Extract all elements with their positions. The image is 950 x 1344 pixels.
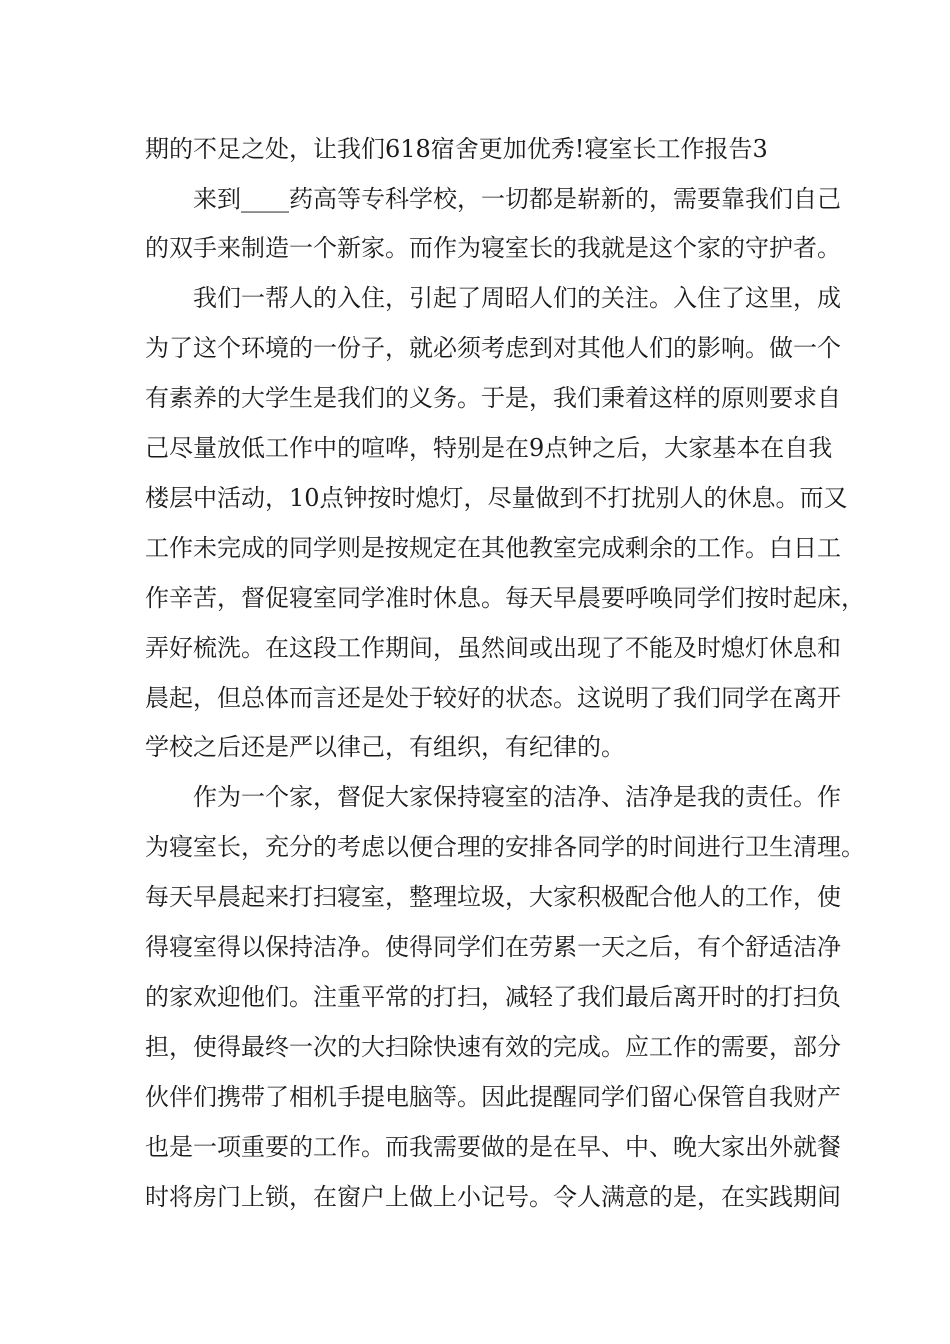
paragraph-2-line-10: 学校之后还是严以律己，有组织，有纪律的。 (145, 733, 625, 761)
paragraph-1-line-2: 的双手来制造一个新家。而作为寝室长的我就是这个家的守护者。 (145, 234, 841, 262)
paragraph-2-line-3: 有素养的大学生是我们的义务。于是，我们秉着这样的原则要求自 (145, 384, 841, 412)
paragraph-2-line-2: 为了这个环境的一份子，就必须考虑到对其他人们的影响。做一个 (145, 334, 841, 362)
paragraph-2-line-4: 己尽量放低工作中的喧哗，特别是在9点钟之后，大家基本在自我 (145, 434, 833, 462)
paragraph-3-line-3: 每天早晨起来打扫寝室，整理垃圾，大家积极配合他人的工作，使 (145, 883, 841, 911)
paragraph-2-line-7: 作辛苦，督促寝室同学准时休息。每天早晨要呼唤同学们按时起床， (145, 584, 865, 612)
paragraph-2-line-5: 楼层中活动，10点钟按时熄灯，尽量做到不打扰别人的休息。而又 (145, 484, 848, 512)
paragraph-2-line-1: 我们一帮人的入住，引起了周昭人们的关注。入住了这里，成 (193, 284, 841, 312)
paragraph-3-line-1: 作为一个家，督促大家保持寝室的洁净、洁净是我的责任。作 (193, 783, 841, 811)
paragraph-2-line-8: 弄好梳洗。在这段工作期间，虽然间或出现了不能及时熄灯休息和 (145, 634, 841, 662)
paragraph-3-line-5: 的家欢迎他们。注重平常的打扫，减轻了我们最后离开时的打扫负 (145, 983, 841, 1011)
paragraph-3-line-9: 时将房门上锁，在窗户上做上小记号。令人满意的是，在实践期间 (145, 1183, 841, 1211)
text-line-1: 期的不足之处，让我们618宿舍更加优秀!寝室长工作报告3 (145, 135, 768, 163)
paragraph-1-line-1: 来到____药高等专科学校，一切都是崭新的，需要靠我们自己 (193, 185, 841, 213)
paragraph-3-line-2: 为寝室长，充分的考虑以便合理的安排各同学的时间进行卫生清理。 (145, 833, 865, 861)
paragraph-2-line-6: 工作未完成的同学则是按规定在其他教室完成剩余的工作。白日工 (145, 534, 841, 562)
paragraph-3-line-4: 得寝室得以保持洁净。使得同学们在劳累一天之后，有个舒适洁净 (145, 933, 841, 961)
paragraph-3-line-7: 伙伴们携带了相机手提电脑等。因此提醒同学们留心保管自我财产 (145, 1083, 841, 1111)
paragraph-3-line-6: 担，使得最终一次的大扫除快速有效的完成。应工作的需要，部分 (145, 1033, 841, 1061)
paragraph-2-line-9: 晨起，但总体而言还是处于较好的状态。这说明了我们同学在离开 (145, 684, 841, 712)
paragraph-3-line-8: 也是一项重要的工作。而我需要做的是在早、中、晚大家出外就餐 (145, 1133, 841, 1161)
